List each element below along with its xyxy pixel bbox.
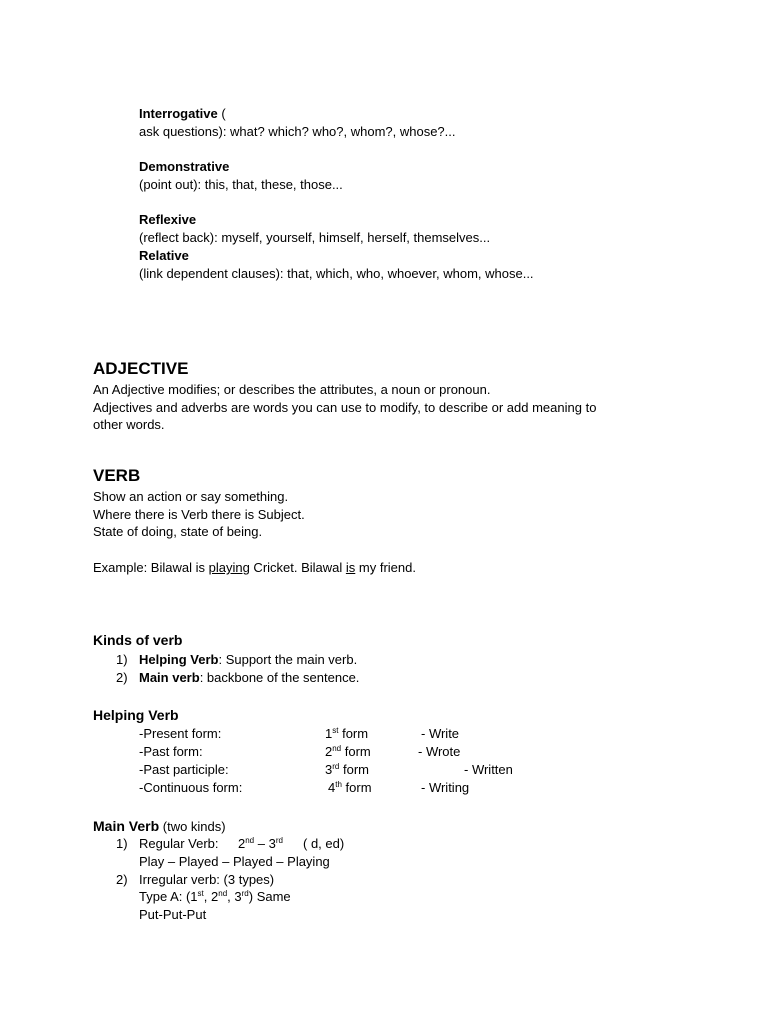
example-underlined-is: is <box>345 560 356 575</box>
form-word: form <box>338 726 369 741</box>
reflexive-desc: (reflect back): myself, yourself, himself, herself, themselves... <box>139 230 491 245</box>
form-dash: – <box>254 836 269 851</box>
form-number: 3 <box>268 836 276 851</box>
main-verb-heading: Main Verb <box>93 818 160 834</box>
form-ordinal: nd <box>218 889 228 898</box>
regular-verb-example: Play – Played – Played – Playing <box>139 854 330 869</box>
type-a-prefix: Type A: (1 <box>139 889 198 904</box>
form-number: 2 <box>325 744 333 759</box>
helping-row-label: -Continuous form: <box>139 780 243 795</box>
form-ordinal: nd <box>332 744 342 753</box>
main-verb-heading-line <box>93 817 226 836</box>
kinds-item <box>139 651 357 669</box>
irregular-verb-label: Irregular verb: (3 types) <box>139 872 275 887</box>
verb-example <box>93 559 416 577</box>
interrogative-term: Interrogative <box>139 106 218 121</box>
kinds-item-desc: : Support the main verb. <box>218 652 358 667</box>
main-verb-item-number: 1) <box>116 836 128 851</box>
interrogative-term-line <box>139 105 226 123</box>
interrogative-open: ( <box>217 106 226 121</box>
relative-desc: (link dependent clauses): that, which, who, whoever, whom, whose... <box>139 266 534 281</box>
form-word: form <box>339 762 369 777</box>
helping-row-label: -Present form: <box>139 726 222 741</box>
form-ordinal: st <box>197 889 204 898</box>
helping-row-form <box>328 779 372 797</box>
main-verb-item-number: 2) <box>116 872 128 887</box>
helping-row-word: - Written <box>464 762 513 777</box>
helping-row-word: - Writing <box>421 780 470 795</box>
form-number: 2 <box>238 836 246 851</box>
demonstrative-term: Demonstrative <box>139 159 230 174</box>
form-ordinal: nd <box>245 836 255 845</box>
helping-row-label: -Past form: <box>139 744 203 759</box>
verb-line: Where there is Verb there is Subject. <box>93 507 305 522</box>
form-ordinal: rd <box>275 836 283 845</box>
adjective-heading: ADJECTIVE <box>93 359 189 378</box>
verb-line: Show an action or say something. <box>93 489 289 504</box>
form-ordinal: rd <box>241 889 249 898</box>
adjective-line: An Adjective modifies; or describes the attributes, a noun or pronoun. <box>93 382 491 397</box>
kinds-item <box>139 669 359 687</box>
helping-row-word: - Wrote <box>418 744 461 759</box>
form-ordinal: th <box>335 780 342 789</box>
helping-row-label: -Past participle: <box>139 762 229 777</box>
kinds-of-verb-heading: Kinds of verb <box>93 632 183 648</box>
kinds-item-term: Main verb <box>139 670 200 685</box>
regular-verb-endings: ( d, ed) <box>303 836 345 851</box>
helping-row-form <box>325 761 369 779</box>
form-word: form <box>341 780 372 795</box>
helping-row-form <box>325 725 368 743</box>
irregular-type-a <box>139 888 291 906</box>
helping-verb-heading: Helping Verb <box>93 707 179 723</box>
form-number: 1 <box>325 726 333 741</box>
adjective-line: Adjectives and adverbs are words you can use to modify, to describe or add meaning to <box>93 400 597 415</box>
type-a-part: , 3 <box>227 889 242 904</box>
demonstrative-desc: (point out): this, that, these, those... <box>139 177 343 192</box>
form-ordinal: st <box>332 726 339 735</box>
type-a-suffix: ) Same <box>248 889 291 904</box>
reflexive-term: Reflexive <box>139 212 197 227</box>
example-suffix: my friend. <box>355 560 416 575</box>
type-a-part: , 2 <box>203 889 219 904</box>
example-prefix: Example: Bilawal is <box>93 560 209 575</box>
irregular-type-a-example: Put-Put-Put <box>139 907 207 922</box>
form-word: form <box>341 744 371 759</box>
regular-verb-forms <box>238 835 283 853</box>
verb-line: State of doing, state of being. <box>93 524 263 539</box>
helping-row-word: - Write <box>421 726 460 741</box>
example-middle: Cricket. Bilawal <box>249 560 346 575</box>
adjective-line: other words. <box>93 417 165 432</box>
example-underlined-playing: playing <box>208 560 250 575</box>
kinds-item-term: Helping Verb <box>139 652 219 667</box>
kinds-item-number: 2) <box>116 670 128 685</box>
verb-heading: VERB <box>93 466 141 485</box>
main-verb-note: (two kinds) <box>159 819 226 834</box>
form-ordinal: rd <box>332 762 340 771</box>
helping-row-form <box>325 743 371 761</box>
interrogative-desc: ask questions): what? which? who?, whom?, whose?... <box>139 124 456 139</box>
kinds-item-number: 1) <box>116 652 128 667</box>
regular-verb-label: Regular Verb: <box>139 836 219 851</box>
relative-term: Relative <box>139 248 189 263</box>
form-number: 4 <box>328 780 336 795</box>
kinds-item-desc: : backbone of the sentence. <box>199 670 360 685</box>
form-number: 3 <box>325 762 333 777</box>
